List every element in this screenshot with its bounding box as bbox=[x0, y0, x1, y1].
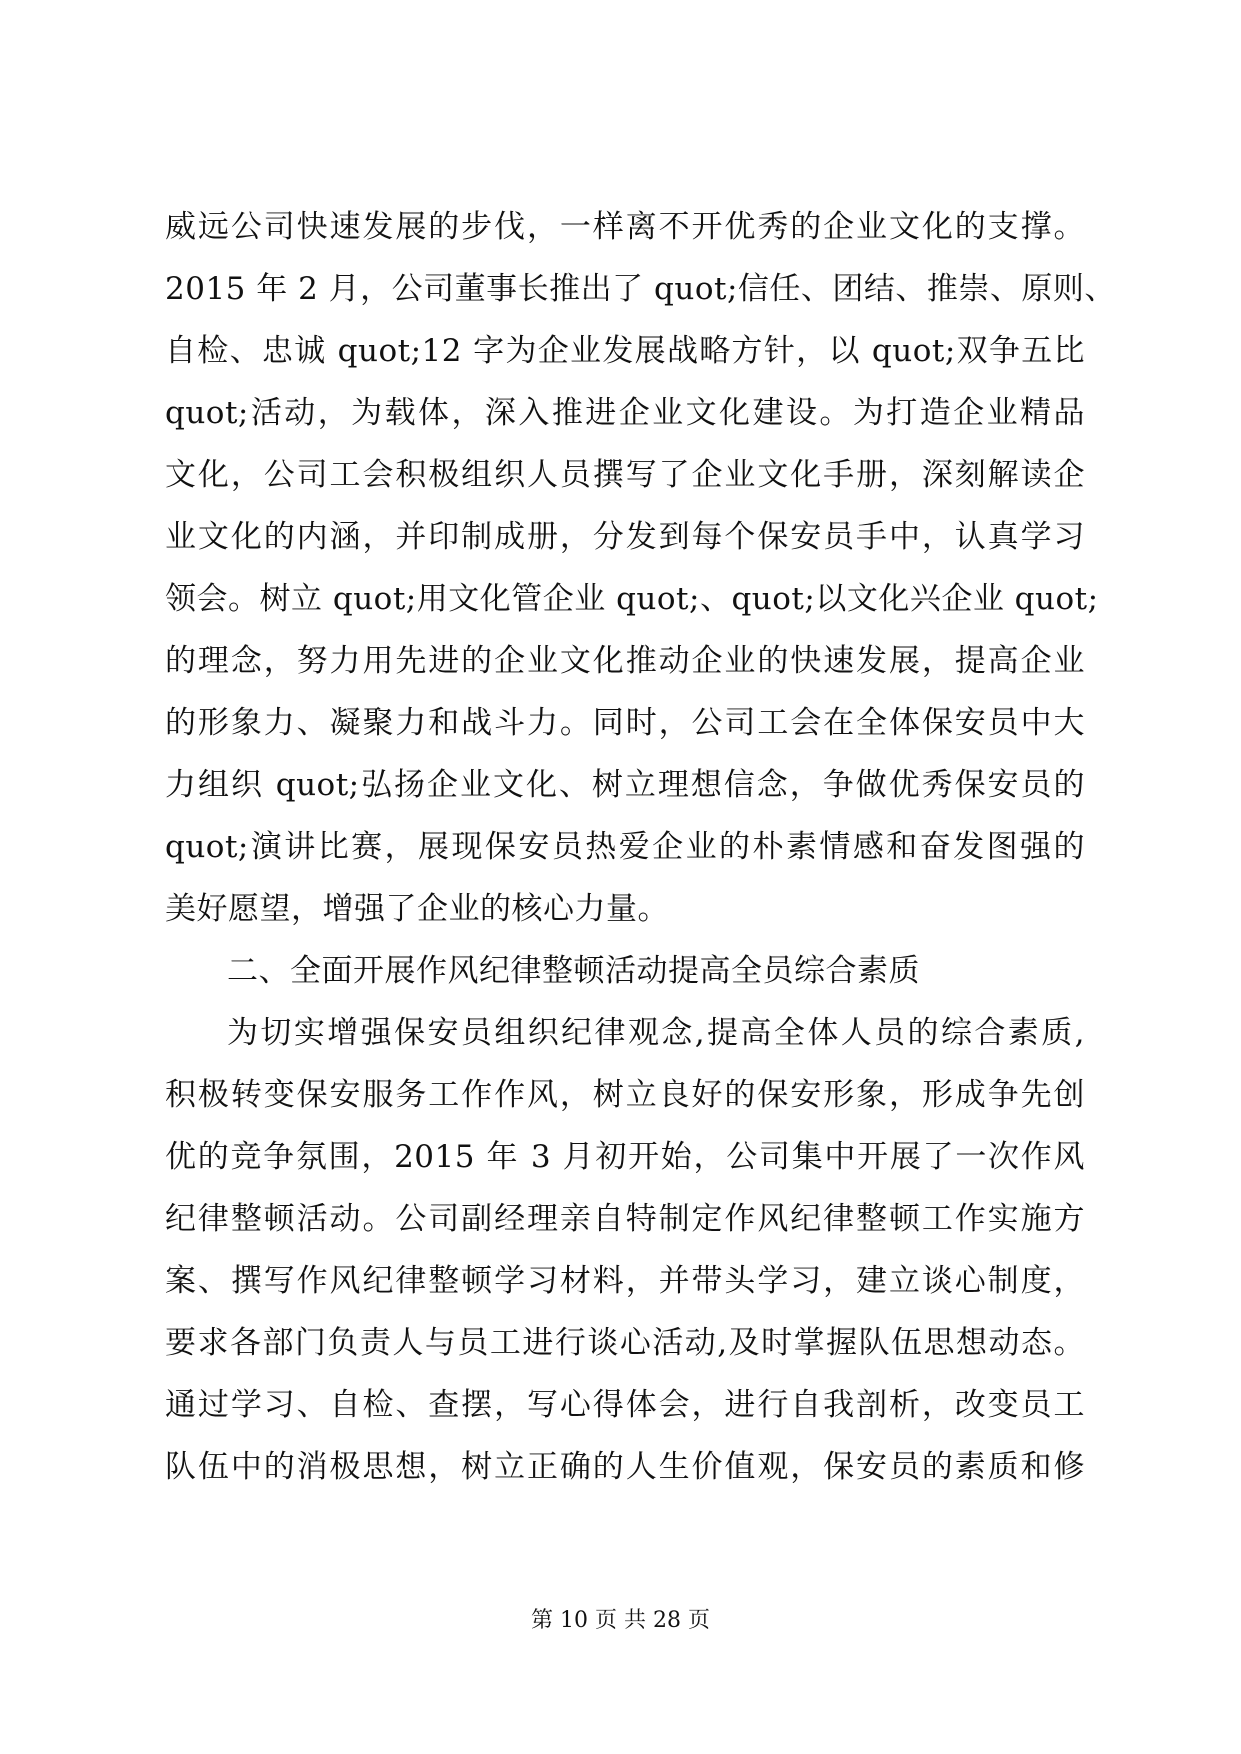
text-line: 2015 年 2 月，公司董事长推出了 quot;信任、团结、推崇、原则、 bbox=[165, 271, 1116, 307]
text-line: quot;活动，为载体，深入推进企业文化建设。为打造企业精品 bbox=[165, 395, 1085, 431]
text-line: 美好愿望，增强了企业的核心力量。 bbox=[165, 891, 669, 927]
text-line: 自检、忠诚 quot;12 字为企业发展战略方针，以 quot;双争五比 bbox=[165, 333, 1085, 369]
text-line: 案、撰写作风纪律整顿学习材料，并带头学习，建立谈心制度， bbox=[165, 1263, 1085, 1299]
text-line: 文化，公司工会积极组织人员撰写了企业文化手册，深刻解读企 bbox=[165, 457, 1085, 493]
page-number-footer: 第 10 页 共 28 页 bbox=[531, 1608, 710, 1633]
text-line: 的形象力、凝聚力和战斗力。同时，公司工会在全体保安员中大 bbox=[165, 705, 1085, 741]
body-text bbox=[165, 196, 1116, 1498]
text-line: 队伍中的消极思想，树立正确的人生价值观，保安员的素质和修 bbox=[165, 1449, 1085, 1485]
text-line: 纪律整顿活动。公司副经理亲自特制定作风纪律整顿工作实施方 bbox=[165, 1201, 1085, 1237]
text-line: 领会。树立 quot;用文化管企业 quot;、quot;以文化兴企业 quot; bbox=[165, 581, 1099, 617]
section-heading: 二、全面开展作风纪律整顿活动提高全员综合素质 bbox=[227, 953, 920, 989]
text-line: 力组织 quot;弘扬企业文化、树立理想信念，争做优秀保安员的 bbox=[165, 767, 1085, 803]
text-line: 威远公司快速发展的步伐，一样离不开优秀的企业文化的支撑。 bbox=[165, 209, 1085, 245]
text-line: quot;演讲比赛，展现保安员热爱企业的朴素情感和奋发图强的 bbox=[165, 829, 1085, 865]
text-line: 优的竞争氛围，2015 年 3 月初开始，公司集中开展了一次作风 bbox=[165, 1139, 1085, 1175]
text-line: 为切实增强保安员组织纪律观念,提高全体人员的综合素质, bbox=[227, 1015, 1085, 1051]
text-line: 通过学习、自检、查摆，写心得体会，进行自我剖析，改变员工 bbox=[165, 1387, 1085, 1423]
text-line: 要求各部门负责人与员工进行谈心活动,及时掌握队伍思想动态。 bbox=[165, 1325, 1085, 1361]
text-line: 积极转变保安服务工作作风，树立良好的保安形象，形成争先创 bbox=[165, 1077, 1085, 1113]
text-line: 业文化的内涵，并印制成册，分发到每个保安员手中，认真学习 bbox=[165, 519, 1085, 555]
text-line: 的理念，努力用先进的企业文化推动企业的快速发展，提高企业 bbox=[165, 643, 1085, 679]
